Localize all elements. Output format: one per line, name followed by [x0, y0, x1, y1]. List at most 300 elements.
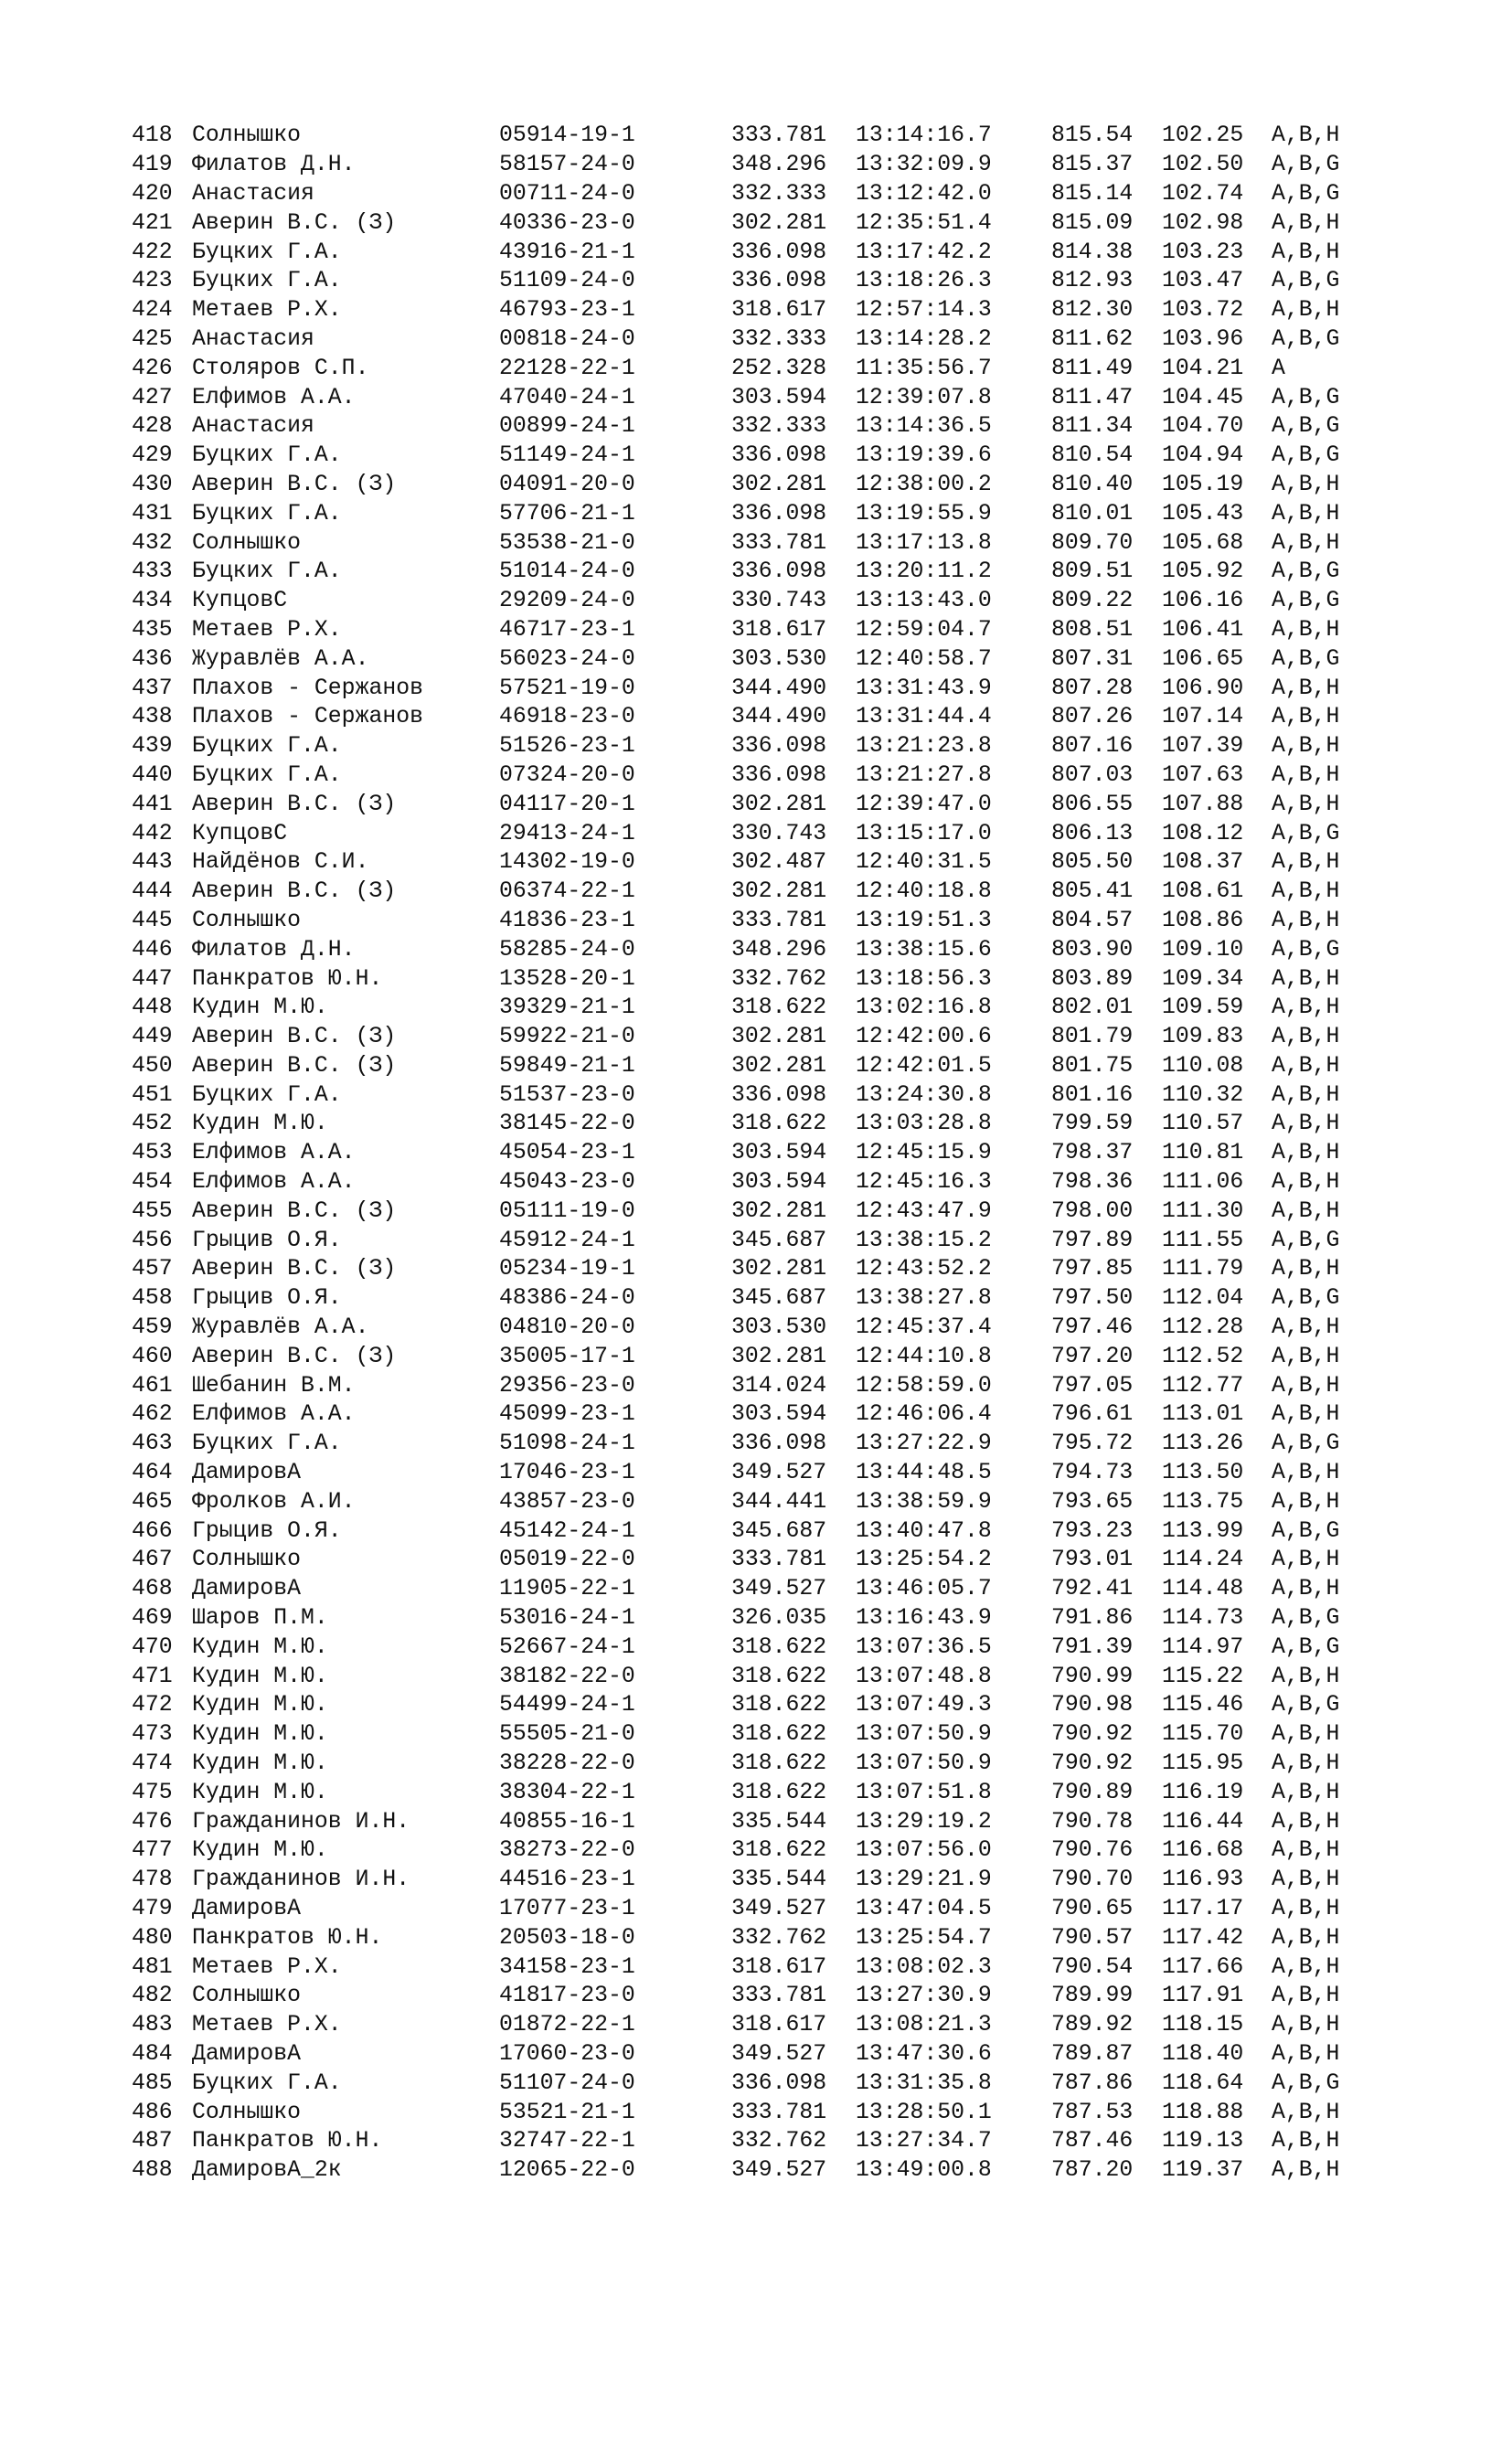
distance-km: 332.333 [731, 325, 827, 352]
result-row [132, 1633, 1411, 1663]
place-number: 454 [132, 1169, 173, 1196]
distance-km: 349.527 [731, 1896, 827, 1921]
arrival-time: 13:14:16.7 [856, 122, 992, 149]
ring-number: 56023-24-0 [499, 645, 635, 672]
result-row [132, 1343, 1411, 1372]
fancier-name: Плахов - Сержанов [192, 704, 423, 730]
place-number: 462 [132, 1401, 173, 1428]
ring-number: 39329-21-1 [499, 995, 635, 1021]
arrival-time: 13:38:15.2 [856, 1227, 992, 1253]
coefficient-value: 110.32 [1162, 1081, 1244, 1108]
distance-km: 333.781 [731, 907, 827, 933]
ring-number: 46793-23-1 [499, 297, 635, 324]
coefficient-value: 108.61 [1162, 878, 1244, 905]
ring-number: 32747-22-1 [499, 2128, 635, 2154]
distance-km: 345.687 [731, 1517, 827, 1544]
arrival-time: 13:25:54.2 [856, 1547, 992, 1573]
distance-km: 349.527 [731, 2157, 827, 2184]
ring-number: 38182-22-0 [499, 1663, 635, 1689]
result-row [132, 2069, 1411, 2099]
result-row [132, 587, 1411, 616]
place-number: 488 [132, 2157, 173, 2184]
category-flags: A,B,H [1272, 1924, 1340, 1951]
arrival-time: 12:35:51.4 [856, 209, 992, 236]
ring-number: 58285-24-0 [499, 936, 635, 963]
result-row [132, 1227, 1411, 1256]
place-number: 467 [132, 1547, 173, 1573]
result-row [132, 239, 1411, 268]
distance-km: 348.296 [731, 936, 827, 963]
place-number: 460 [132, 1343, 173, 1369]
speed-value: 815.37 [1051, 152, 1134, 178]
category-flags: A,B,G [1272, 820, 1340, 846]
ring-number: 46918-23-0 [499, 704, 635, 730]
distance-km: 335.544 [731, 1808, 827, 1835]
distance-km: 332.762 [731, 965, 827, 992]
arrival-time: 13:40:47.8 [856, 1517, 992, 1544]
coefficient-value: 115.46 [1162, 1692, 1244, 1718]
distance-km: 332.333 [731, 180, 827, 207]
place-number: 486 [132, 2099, 173, 2125]
speed-value: 812.30 [1051, 297, 1134, 324]
result-row [132, 703, 1411, 732]
result-row [132, 965, 1411, 995]
category-flags: A,B,H [1272, 1111, 1340, 1137]
coefficient-value: 110.08 [1162, 1052, 1244, 1079]
arrival-time: 12:40:31.5 [856, 849, 992, 876]
place-number: 437 [132, 675, 173, 701]
fancier-name: Грыцив О.Я. [192, 1227, 342, 1253]
speed-value: 790.92 [1051, 1721, 1134, 1748]
distance-km: 303.594 [731, 1401, 827, 1428]
arrival-time: 13:02:16.8 [856, 995, 992, 1021]
arrival-time: 13:08:02.3 [856, 1953, 992, 1980]
fancier-name: Аверин В.С. (З) [192, 1197, 397, 1224]
speed-value: 811.49 [1051, 355, 1134, 381]
result-row [132, 1168, 1411, 1197]
distance-km: 336.098 [731, 1081, 827, 1108]
result-row [132, 936, 1411, 965]
coefficient-value: 111.55 [1162, 1227, 1244, 1253]
fancier-name: Елфимов А.А. [192, 1169, 356, 1196]
distance-km: 318.622 [731, 1692, 827, 1718]
fancier-name: Аверин В.С. (З) [192, 1343, 397, 1369]
fancier-name: Солнышко [192, 122, 302, 149]
result-row [132, 732, 1411, 761]
ring-number: 17060-23-0 [499, 2040, 635, 2067]
category-flags: A,B,G [1272, 268, 1340, 294]
result-row [132, 1517, 1411, 1547]
arrival-time: 13:07:56.0 [856, 1837, 992, 1864]
result-row [132, 1779, 1411, 1808]
coefficient-value: 115.70 [1162, 1721, 1244, 1748]
arrival-time: 13:15:17.0 [856, 820, 992, 846]
place-number: 477 [132, 1837, 173, 1864]
distance-km: 302.281 [731, 1256, 827, 1282]
place-number: 423 [132, 268, 173, 294]
result-row [132, 1110, 1411, 1139]
arrival-time: 13:19:39.6 [856, 442, 992, 469]
category-flags: A,B,H [1272, 1024, 1340, 1050]
coefficient-value: 108.12 [1162, 820, 1244, 846]
speed-value: 790.92 [1051, 1750, 1134, 1777]
place-number: 439 [132, 733, 173, 760]
distance-km: 332.333 [731, 413, 827, 440]
place-number: 464 [132, 1460, 173, 1486]
fancier-name: Буцких Г.А. [192, 500, 342, 527]
speed-value: 790.98 [1051, 1692, 1134, 1718]
coefficient-value: 113.75 [1162, 1488, 1244, 1515]
fancier-name: Гражданинов И.Н. [192, 1867, 410, 1893]
category-flags: A,B,G [1272, 442, 1340, 469]
place-number: 419 [132, 152, 173, 178]
ring-number: 38228-22-0 [499, 1750, 635, 1777]
fancier-name: Журавлёв А.А. [192, 1314, 369, 1341]
fancier-name: Анастасия [192, 180, 314, 207]
speed-value: 794.73 [1051, 1460, 1134, 1486]
arrival-time: 12:43:52.2 [856, 1256, 992, 1282]
fancier-name: Кудин М.Ю. [192, 1663, 328, 1689]
fancier-name: Кудин М.Ю. [192, 1779, 328, 1805]
distance-km: 349.527 [731, 2040, 827, 2067]
ring-number: 46717-23-1 [499, 616, 635, 643]
arrival-time: 13:31:43.9 [856, 675, 992, 701]
result-row [132, 1836, 1411, 1866]
category-flags: A,B,G [1272, 384, 1340, 410]
result-row [132, 1953, 1411, 1983]
speed-value: 790.70 [1051, 1867, 1134, 1893]
category-flags: A,B,H [1272, 1721, 1340, 1748]
place-number: 472 [132, 1692, 173, 1718]
coefficient-value: 109.10 [1162, 936, 1244, 963]
speed-value: 803.90 [1051, 936, 1134, 963]
arrival-time: 13:12:42.0 [856, 180, 992, 207]
ring-number: 20503-18-0 [499, 1924, 635, 1951]
ring-number: 04117-20-1 [499, 791, 635, 817]
fancier-name: Найдёнов С.И. [192, 849, 369, 876]
place-number: 440 [132, 761, 173, 788]
distance-km: 336.098 [731, 1431, 827, 1457]
category-flags: A,B,H [1272, 1547, 1340, 1573]
place-number: 482 [132, 1983, 173, 2009]
fancier-name: Анастасия [192, 325, 314, 352]
result-row [132, 1314, 1411, 1343]
fancier-name: ДамировА [192, 2040, 302, 2067]
fancier-name: Метаев Р.Х. [192, 2012, 342, 2038]
arrival-time: 13:14:36.5 [856, 413, 992, 440]
category-flags: A,B,G [1272, 1227, 1340, 1253]
category-flags: A,B,H [1272, 1140, 1340, 1166]
coefficient-value: 111.79 [1162, 1256, 1244, 1282]
distance-km: 314.024 [731, 1372, 827, 1399]
speed-value: 797.05 [1051, 1372, 1134, 1399]
speed-value: 814.38 [1051, 239, 1134, 265]
distance-km: 302.281 [731, 1343, 827, 1369]
arrival-time: 13:07:50.9 [856, 1721, 992, 1748]
arrival-time: 13:19:55.9 [856, 500, 992, 527]
distance-km: 318.622 [731, 1111, 827, 1137]
speed-value: 798.00 [1051, 1197, 1134, 1224]
coefficient-value: 106.90 [1162, 675, 1244, 701]
category-flags: A,B,H [1272, 1576, 1340, 1602]
result-row [132, 1866, 1411, 1895]
ring-number: 45054-23-1 [499, 1140, 635, 1166]
arrival-time: 13:27:30.9 [856, 1983, 992, 2009]
place-number: 487 [132, 2128, 173, 2154]
coefficient-value: 113.99 [1162, 1517, 1244, 1544]
category-flags: A,B,H [1272, 965, 1340, 992]
category-flags: A,B,H [1272, 1401, 1340, 1428]
category-flags: A,B,H [1272, 1314, 1340, 1341]
ring-number: 51014-24-0 [499, 559, 635, 585]
speed-value: 791.39 [1051, 1633, 1134, 1660]
category-flags: A,B,G [1272, 588, 1340, 614]
coefficient-value: 114.24 [1162, 1547, 1244, 1573]
speed-value: 810.54 [1051, 442, 1134, 469]
coefficient-value: 118.40 [1162, 2040, 1244, 2067]
fancier-name: Буцких Г.А. [192, 761, 342, 788]
arrival-time: 13:47:30.6 [856, 2040, 992, 2067]
fancier-name: Филатов Д.Н. [192, 152, 356, 178]
arrival-time: 13:20:11.2 [856, 559, 992, 585]
ring-number: 05111-19-0 [499, 1197, 635, 1224]
distance-km: 318.622 [731, 1837, 827, 1864]
distance-km: 332.762 [731, 2128, 827, 2154]
fancier-name: Панкратов Ю.Н. [192, 2128, 383, 2154]
category-flags: A,B,H [1272, 1663, 1340, 1689]
arrival-time: 13:25:54.7 [856, 1924, 992, 1951]
distance-km: 302.487 [731, 849, 827, 876]
result-row [132, 296, 1411, 325]
coefficient-value: 112.28 [1162, 1314, 1244, 1341]
category-flags: A,B,G [1272, 2069, 1340, 2096]
fancier-name: Грыцив О.Я. [192, 1285, 342, 1312]
fancier-name: Аверин В.С. (З) [192, 1052, 397, 1079]
result-row [132, 209, 1411, 239]
fancier-name: Буцких Г.А. [192, 1431, 342, 1457]
category-flags: A,B,H [1272, 529, 1340, 556]
place-number: 435 [132, 616, 173, 643]
fancier-name: ДамировА [192, 1576, 302, 1602]
ring-number: 59849-21-1 [499, 1052, 635, 1079]
speed-value: 803.89 [1051, 965, 1134, 992]
arrival-time: 13:07:51.8 [856, 1779, 992, 1805]
place-number: 468 [132, 1576, 173, 1602]
speed-value: 793.65 [1051, 1488, 1134, 1515]
fancier-name: Буцких Г.А. [192, 559, 342, 585]
fancier-name: Филатов Д.Н. [192, 936, 356, 963]
speed-value: 815.54 [1051, 122, 1134, 149]
speed-value: 801.79 [1051, 1024, 1134, 1050]
category-flags: A,B,H [1272, 733, 1340, 760]
coefficient-value: 107.14 [1162, 704, 1244, 730]
place-number: 443 [132, 849, 173, 876]
distance-km: 302.281 [731, 209, 827, 236]
speed-value: 793.01 [1051, 1547, 1134, 1573]
arrival-time: 12:45:16.3 [856, 1169, 992, 1196]
category-flags: A,B,G [1272, 1285, 1340, 1312]
place-number: 448 [132, 995, 173, 1021]
arrival-time: 12:38:00.2 [856, 471, 992, 497]
fancier-name: Журавлёв А.А. [192, 645, 369, 672]
coefficient-value: 102.50 [1162, 152, 1244, 178]
category-flags: A,B,H [1272, 849, 1340, 876]
coefficient-value: 103.47 [1162, 268, 1244, 294]
result-row [132, 645, 1411, 675]
distance-km: 336.098 [731, 268, 827, 294]
place-number: 469 [132, 1605, 173, 1632]
ring-number: 51109-24-0 [499, 268, 635, 294]
distance-km: 318.622 [731, 1633, 827, 1660]
fancier-name: Солнышко [192, 529, 302, 556]
arrival-time: 12:42:01.5 [856, 1052, 992, 1079]
arrival-time: 12:42:00.6 [856, 1024, 992, 1050]
ring-number: 17046-23-1 [499, 1460, 635, 1486]
speed-value: 807.28 [1051, 675, 1134, 701]
category-flags: A,B,G [1272, 180, 1340, 207]
arrival-time: 12:59:04.7 [856, 616, 992, 643]
ring-number: 07324-20-0 [499, 761, 635, 788]
coefficient-value: 105.92 [1162, 559, 1244, 585]
place-number: 442 [132, 820, 173, 846]
coefficient-value: 102.74 [1162, 180, 1244, 207]
arrival-time: 13:21:23.8 [856, 733, 992, 760]
ring-number: 57521-19-0 [499, 675, 635, 701]
result-row [132, 122, 1411, 151]
place-number: 479 [132, 1896, 173, 1921]
category-flags: A,B,H [1272, 1896, 1340, 1921]
speed-value: 787.46 [1051, 2128, 1134, 2154]
coefficient-value: 116.19 [1162, 1779, 1244, 1805]
ring-number: 43916-21-1 [499, 239, 635, 265]
coefficient-value: 106.41 [1162, 616, 1244, 643]
ring-number: 51149-24-1 [499, 442, 635, 469]
place-number: 483 [132, 2012, 173, 2038]
fancier-name: Кудин М.Ю. [192, 995, 328, 1021]
category-flags: A,B,H [1272, 791, 1340, 817]
arrival-time: 12:45:37.4 [856, 1314, 992, 1341]
ring-number: 14302-19-0 [499, 849, 635, 876]
coefficient-value: 110.57 [1162, 1111, 1244, 1137]
result-row [132, 1895, 1411, 1924]
category-flags: A,B,G [1272, 413, 1340, 440]
fancier-name: КупцовС [192, 588, 288, 614]
place-number: 451 [132, 1081, 173, 1108]
category-flags: A,B,G [1272, 559, 1340, 585]
place-number: 421 [132, 209, 173, 236]
category-flags: A,B,H [1272, 675, 1340, 701]
speed-value: 811.47 [1051, 384, 1134, 410]
arrival-time: 13:27:22.9 [856, 1431, 992, 1457]
coefficient-value: 119.13 [1162, 2128, 1244, 2154]
coefficient-value: 116.44 [1162, 1808, 1244, 1835]
distance-km: 318.617 [731, 616, 827, 643]
coefficient-value: 118.64 [1162, 2069, 1244, 2096]
arrival-time: 11:35:56.7 [856, 355, 992, 381]
place-number: 431 [132, 500, 173, 527]
coefficient-value: 109.59 [1162, 995, 1244, 1021]
distance-km: 302.281 [731, 1024, 827, 1050]
coefficient-value: 114.97 [1162, 1633, 1244, 1660]
arrival-time: 13:17:42.2 [856, 239, 992, 265]
result-row [132, 907, 1411, 936]
result-row [132, 1372, 1411, 1401]
distance-km: 302.281 [731, 1197, 827, 1224]
category-flags: A [1272, 355, 1285, 381]
category-flags: A,B,G [1272, 1605, 1340, 1632]
result-row [132, 529, 1411, 559]
result-row [132, 2011, 1411, 2040]
speed-value: 811.62 [1051, 325, 1134, 352]
coefficient-value: 108.37 [1162, 849, 1244, 876]
speed-value: 797.20 [1051, 1343, 1134, 1369]
result-row [132, 151, 1411, 180]
ring-number: 29209-24-0 [499, 588, 635, 614]
arrival-time: 13:28:50.1 [856, 2099, 992, 2125]
ring-number: 17077-23-1 [499, 1896, 635, 1921]
fancier-name: Солнышко [192, 1983, 302, 2009]
result-row [132, 2156, 1411, 2186]
coefficient-value: 103.23 [1162, 239, 1244, 265]
place-number: 424 [132, 297, 173, 324]
coefficient-value: 112.52 [1162, 1343, 1244, 1369]
fancier-name: Солнышко [192, 907, 302, 933]
fancier-name: Кудин М.Ю. [192, 1721, 328, 1748]
coefficient-value: 109.34 [1162, 965, 1244, 992]
speed-value: 796.61 [1051, 1401, 1134, 1428]
place-number: 473 [132, 1721, 173, 1748]
place-number: 447 [132, 965, 173, 992]
fancier-name: Буцких Г.А. [192, 1081, 342, 1108]
speed-value: 797.46 [1051, 1314, 1134, 1341]
category-flags: A,B,H [1272, 878, 1340, 905]
distance-km: 318.622 [731, 1750, 827, 1777]
ring-number: 45142-24-1 [499, 1517, 635, 1544]
ring-number: 58157-24-0 [499, 152, 635, 178]
ring-number: 41836-23-1 [499, 907, 635, 933]
coefficient-value: 105.68 [1162, 529, 1244, 556]
result-row [132, 2099, 1411, 2128]
distance-km: 303.594 [731, 1169, 827, 1196]
fancier-name: Буцких Г.А. [192, 733, 342, 760]
place-number: 463 [132, 1431, 173, 1457]
ring-number: 05019-22-0 [499, 1547, 635, 1573]
fancier-name: Елфимов А.А. [192, 384, 356, 410]
category-flags: A,B,H [1272, 1343, 1340, 1369]
result-row [132, 1982, 1411, 2011]
ring-number: 05234-19-1 [499, 1256, 635, 1282]
category-flags: A,B,H [1272, 122, 1340, 149]
result-row [132, 1604, 1411, 1633]
result-row [132, 500, 1411, 529]
speed-value: 790.76 [1051, 1837, 1134, 1864]
result-row [132, 267, 1411, 296]
coefficient-value: 103.72 [1162, 297, 1244, 324]
result-row [132, 616, 1411, 645]
arrival-time: 13:18:26.3 [856, 268, 992, 294]
ring-number: 47040-24-1 [499, 384, 635, 410]
arrival-time: 13:27:34.7 [856, 2128, 992, 2154]
coefficient-value: 102.25 [1162, 122, 1244, 149]
category-flags: A,B,H [1272, 704, 1340, 730]
distance-km: 336.098 [731, 2069, 827, 2096]
arrival-time: 13:07:50.9 [856, 1750, 992, 1777]
speed-value: 789.99 [1051, 1983, 1134, 2009]
place-number: 429 [132, 442, 173, 469]
fancier-name: Метаев Р.Х. [192, 297, 342, 324]
fancier-name: Аверин В.С. (З) [192, 1256, 397, 1282]
ring-number: 44516-23-1 [499, 1867, 635, 1893]
